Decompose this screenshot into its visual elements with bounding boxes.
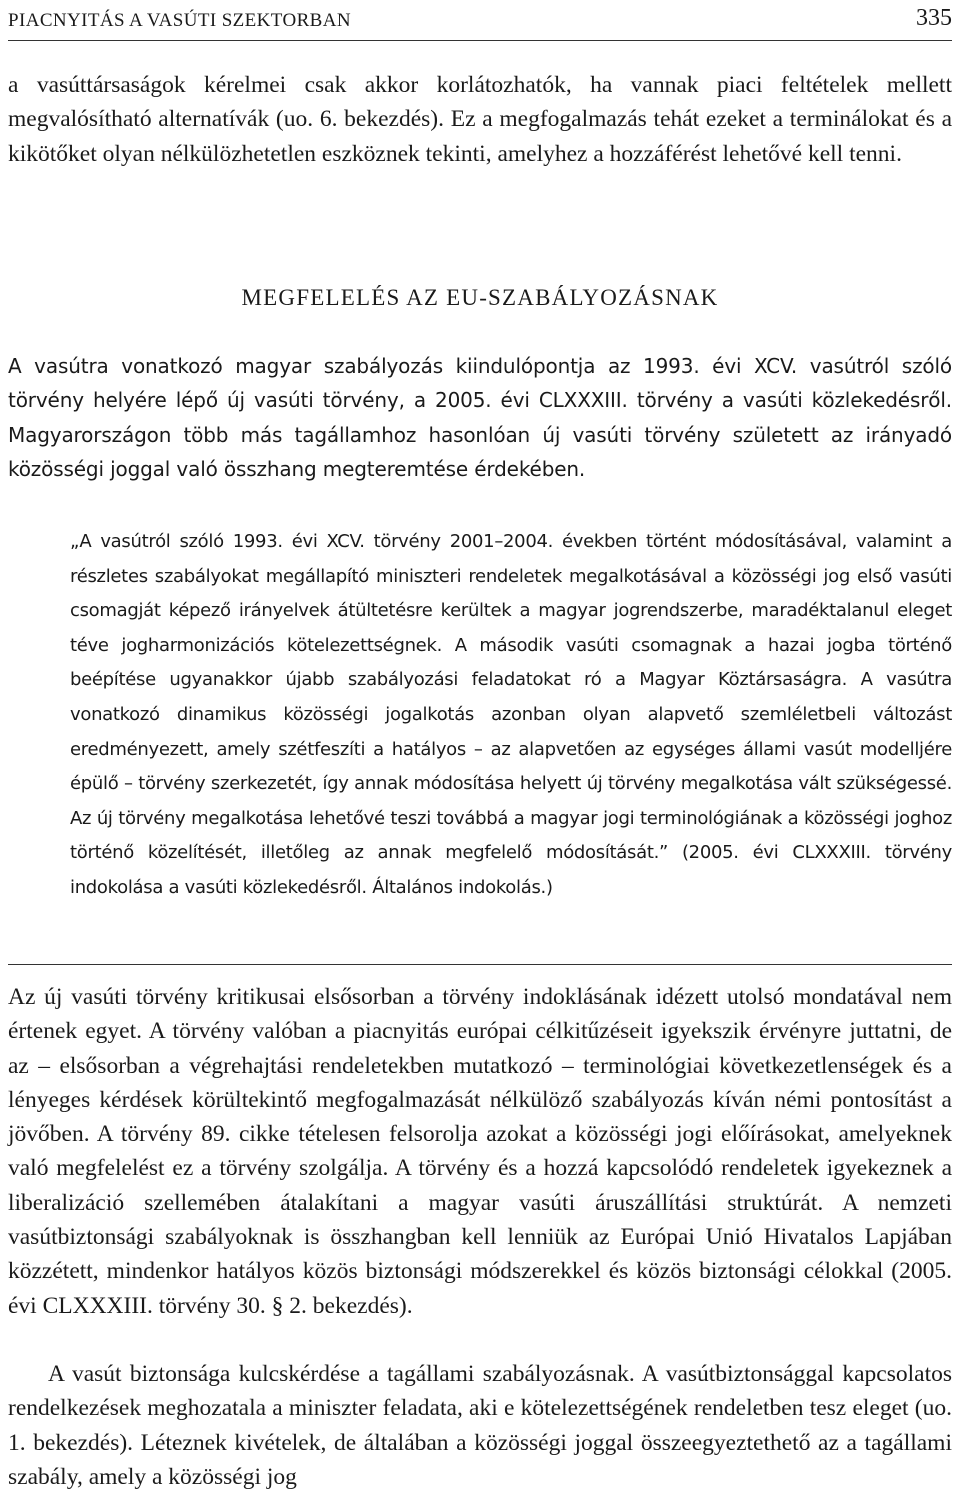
section-heading: MEGFELELÉS AZ EU-SZABÁLYOZÁSNAK (241, 285, 719, 310)
paragraph-1: a vasúttársaságok kérelmei csak akkor korlátozhatók, ha vannak piaci feltételek mellett megvalósítható alternatívák (uo. 6. bekezdés). Ez a megfogalmazás tehát ezeket a terminálokat és a kikötőket olyan nélkülözhetetlen eszköznek tekinti, amelyhez a hozzáférést lehetővé kell tenni. (8, 72, 952, 167)
running-head (8, 0, 952, 32)
paragraph-2: A vasútra vonatkozó magyar szabályozás kiindulópontja az 1993. évi XCV. vasútról szóló törvény helyére lépő új vasúti törvény, a 2005. évi CLXXXIII. törvény a vasúti közlekedésről. Magyarországon több más tagállamhoz hasonlóan új vasúti törvény született az irányadó közösségi joggal való összhang megteremtése érdekében. (8, 354, 952, 481)
page-number: 335 (916, 5, 952, 31)
paragraph-4: A vasút biztonsága kulcskérdése a tagállami szabályozásnak. A vasútbiztonsággal kapcsolatos rendelkezések meghozatala a miniszter feladata, aki e kötelezettségének rendeletben tesz eleget (uo. 1. bekezdés). Léteznek kivételek, de általában a közösségi joggal összeegyeztethető az a tagállami szabály, amely a közösségi jog (8, 1361, 952, 1490)
block-quote: „A vasútról szóló 1993. évi XCV. törvény 2001–2004. években történt módosításával, valamint a részletes szabályokat megállapító miniszteri rendeletek megalkotásával a közösségi jog első vasúti csomagját képező irányelvek átültetésre kerültek a magyar jogrendszerbe, maradéktalanul eleget téve jogharmonizációs kötelezettségnek. A második vasúti csomagnak a hazai jogba történő beépítése ugyanakkor újabb szabályozási feladatokat ró a Magyar Köztársaságra. A vasútra vonatkozó dinamikus közösségi jogalkotás azonban olyan alapvető szemléletbeli változást eredményezett, amely szétfeszíti a hatályos – az alapvetően az egységes állami vasút modelljére épülő – törvény szerkezetét, így annak módosítása helyett új törvény megalkotása vált szükségessé. Az új törvény megalkotása lehetővé teszi továbbá a magyar jogi terminológiának a közösségi joghoz történő közelítését, illetőleg az annak megfelelő módosítását.” (2005. évi CLXXXIII. törvény indokolása a vasúti közlekedésről. Általános indokolás.) (70, 531, 952, 898)
header-rule (8, 40, 952, 41)
running-title: PIACNYITÁS A VASÚTI SZEKTORBAN (8, 10, 351, 31)
section-divider (8, 964, 952, 965)
paragraph-3: Az új vasúti törvény kritikusai elsősorban a törvény indoklásának idézett utolsó mondatával nem értenek egyet. A törvény valóban a piacnyitás európai célkitűzéseit igyekszik érvényre juttatni, de az – elsősorban a végrehajtási rendeletekben mutatkozó – terminológiai következetlenségek és a lényeges kérdések körültekintő megfogalmazását nélkülöző szabályozás kíván némi pontosítást a jövőben. A törvény 89. cikke tételesen felsorolja azokat a közösségi jogi előírásokat, amelyeknek való megfelelést ez a törvény szolgálja. A törvény és a hozzá kapcsolódó rendeletek igyekeznek a liberalizáció szellemében átalakítani a magyar vasúti áruszállítási struktúrát. A nemzeti vasútbiztonsági szabályoknak is összhangban kell lenniük az Európai Unió Hivatalos Lapjában közzétett, mindenkor hatályos közös biztonsági módszerekkel és közös biztonsági célokkal (2005. évi CLXXXIII. törvény 30. § 2. bekezdés). (8, 984, 952, 1319)
